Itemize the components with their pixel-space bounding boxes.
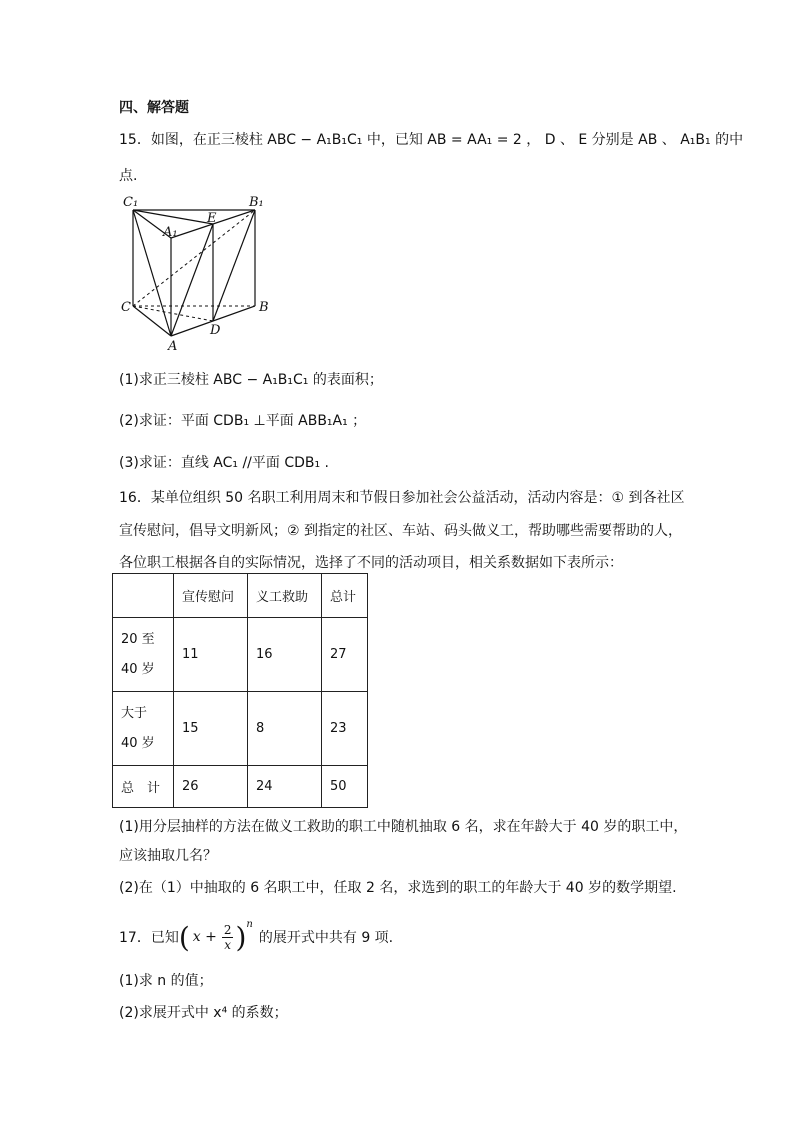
fraction-numerator: 2 [223, 922, 232, 937]
label-A1: A₁ [163, 225, 178, 240]
label-D: D [210, 323, 221, 338]
exponent-n: n [246, 919, 253, 930]
row-label-line: 40 岁 [121, 735, 155, 751]
fraction [222, 923, 234, 952]
activity-table [112, 573, 368, 808]
table-cell: 26 [174, 766, 248, 808]
right-paren: ) [235, 920, 247, 954]
label-E: E [207, 211, 217, 226]
q16-stem-line2: 宣传慰问，倡导文明新风；② 到指定的社区、车站、码头做义工，帮助哪些需要帮助的人， [119, 523, 682, 539]
table-row-label [113, 618, 174, 692]
q17-suffix: 的展开式中共有 9 项. [258, 930, 394, 946]
table-row-label: 总 计 [113, 766, 174, 808]
q17-sub1: (1)求 n 的值； [119, 973, 213, 989]
table-cell: 27 [322, 618, 368, 692]
q17-sub2: (2)求展开式中 x⁴ 的系数； [119, 1005, 288, 1021]
q15-sub3: (3)求证：直线 AC₁ //平面 CDB₁ . [119, 455, 330, 471]
label-B1: B₁ [249, 195, 264, 210]
table-header-cell: 总计 [322, 574, 368, 618]
table-row [113, 766, 368, 808]
q16-sub1-line2: 应该抽取几名？ [119, 848, 217, 864]
left-paren: ( [178, 920, 190, 954]
q15-stem-line1: 15．如图，在正三棱柱 ABC − A₁B₁C₁ 中，已知 AB = AA₁ = 2 ， D 、 E 分别是 AB 、 A₁B₁ 的中 [119, 132, 744, 148]
row-label-line: 40 岁 [121, 661, 155, 677]
q15-stem-line2: 点. [119, 168, 138, 184]
table-cell: 8 [248, 692, 322, 766]
label-C1: C₁ [123, 195, 139, 210]
table-row-label [113, 692, 174, 766]
q15-sub1: (1)求正三棱柱 ABC − A₁B₁C₁ 的表面积； [119, 372, 383, 388]
table-cell: 16 [248, 618, 322, 692]
q17-prefix: 17．已知 [119, 930, 179, 946]
prism-figure [115, 190, 275, 355]
q16-stem-line1: 16．某单位组织 50 名职工利用周末和节假日参加社会公益活动，活动内容是：① 到各社区 [119, 490, 685, 506]
row-label-line: 大于 [121, 705, 148, 721]
label-A: A [168, 339, 178, 354]
table-row [113, 618, 368, 692]
q16-stem-line3: 各位职工根据各自的实际情况，选择了不同的活动项目，相关系数据如下表所示： [119, 555, 623, 571]
expr-x: x + [192, 929, 217, 945]
table-header-cell: 宣传慰问 [174, 574, 248, 618]
table-cell: 50 [322, 766, 368, 808]
section-title: 四、解答题 [119, 100, 189, 116]
q16-sub1-line1: (1)用分层抽样的方法在做义工救助的职工中随机抽取 6 名，求在年龄大于 40 岁的职工中， [119, 819, 688, 835]
row-label-line: 20 至 [121, 631, 155, 647]
table-cell: 11 [174, 618, 248, 692]
table-header-cell: 义工救助 [248, 574, 322, 618]
label-C: C [121, 300, 131, 315]
table-cell: 24 [248, 766, 322, 808]
table-header-row [113, 574, 368, 618]
table-cell: 15 [174, 692, 248, 766]
q16-sub2: (2)在（1）中抽取的 6 名职工中，任取 2 名，求选到的职工的年龄大于 40 岁的数学期望. [119, 880, 677, 896]
q15-sub2: (2)求证：平面 CDB₁ ⊥平面 ABB₁A₁ ； [119, 413, 367, 429]
label-B: B [259, 300, 269, 315]
fraction-denominator: x [224, 937, 232, 952]
q17-stem [119, 917, 393, 957]
table-cell: 23 [322, 692, 368, 766]
table-row [113, 692, 368, 766]
table-header-cell [113, 574, 174, 618]
